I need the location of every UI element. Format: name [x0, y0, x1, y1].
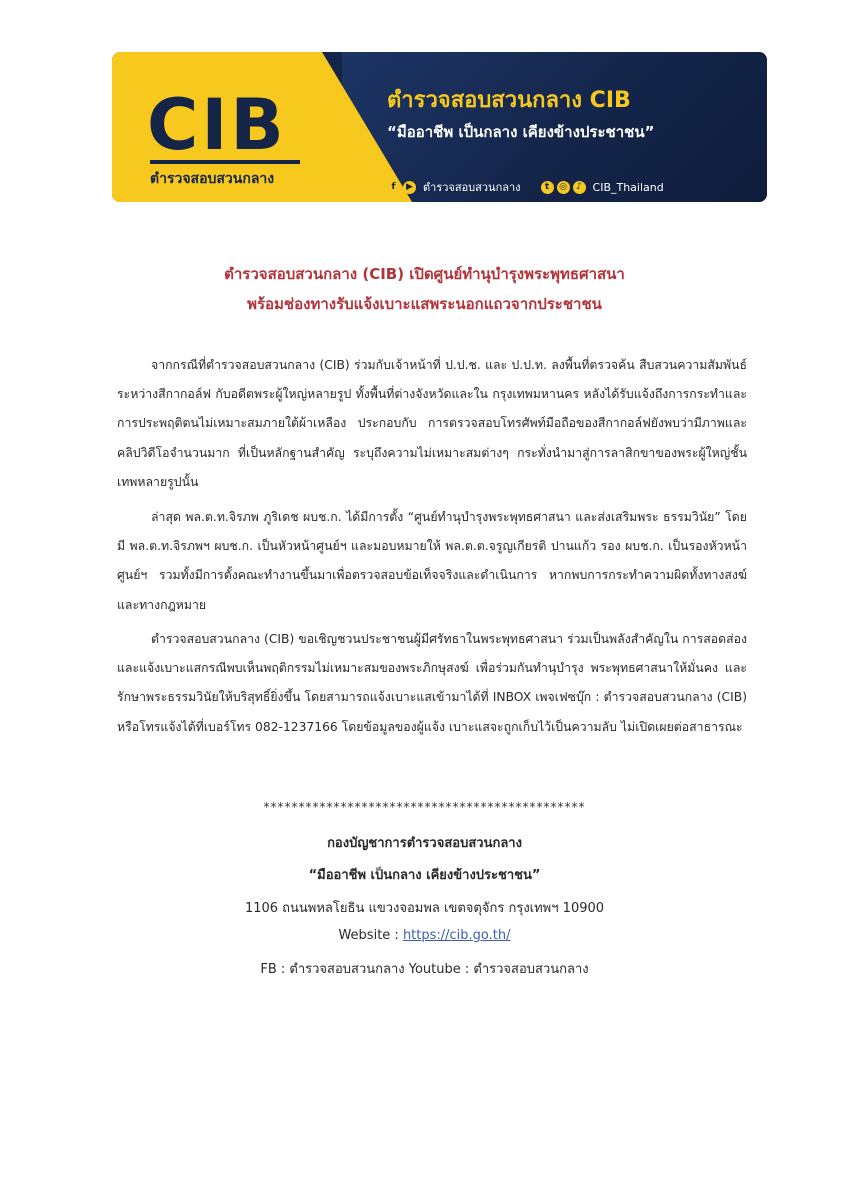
social-handle: CIB_Thailand	[592, 180, 664, 194]
banner-social-row	[387, 178, 664, 196]
tiktok-icon: ♪	[573, 181, 586, 194]
facebook-name: ตำรวจสอบสวนกลาง	[423, 181, 521, 194]
youtube-icon: ▶	[403, 181, 416, 194]
banner-slogan: “มืออาชีพ เป็นกลาง เคียงข้างประชาชน”	[387, 123, 655, 141]
website-link[interactable]: https://cib.go.th/	[402, 928, 511, 943]
footer-website	[0, 928, 849, 943]
banner-title: ตำรวจสอบสวนกลาง CIB	[387, 88, 631, 113]
paragraph-1-text: จากกรณีที่ตำรวจสอบสวนกลาง (CIB) ร่วมกับเจ้าหน้าที่ ป.ป.ช. และ ป.ป.ท. ลงพื้นที่ตรวจค้น สืบสวนความสัมพันธ์ระหว่างสีกากอล์ฟ กับอดีตพระผู้ใหญ่หลายรูป ทั้งพื้นที่ต่างจังหวัดและใน กรุงเทพมหานคร หลังได้รับแจ้งถึงการกระทำและการประพฤติตนไม่เหมาะสมภายใต้ผ้าเหลือง ประกอบกับ การตรวจสอบโทรศัพท์มือถือของสีกากอล์ฟยังพบว่ามีภาพและคลิปวิดีโอจำนวนมาก ที่เป็นหลักฐานสำคัญ ระบุถึงความไม่เหมาะสมต่างๆ กระทั่งนำมาสู่การลาสิกขาของพระผู้ใหญ่ชั้นเทพหลายรูปนั้น	[117, 358, 747, 489]
cib-logo: CIB	[147, 84, 287, 166]
footer-org: กองบัญชาการตำรวจสอบสวนกลาง	[327, 836, 522, 851]
facebook-icon: f	[387, 181, 400, 194]
paragraph-3	[117, 625, 747, 742]
paragraph-2-text: ล่าสุด พล.ต.ท.จิรภพ ภูริเดช ผบช.ก. ได้มีการตั้ง “ศูนย์ทำนุบำรุงพระพุทธศาสนา และส่งเสริมพระ ธรรมวินัย” โดยมี พล.ต.ท.จิรภพฯ ผบช.ก. เป็นหัวหน้าศูนย์ฯ และมอบหมายให้ พล.ต.ต.จรูญเกียรติ ปานแก้ว รอง ผบช.ก. เป็นรองหัวหน้าศูนย์ฯ รวมทั้งมีการตั้งคณะทำงานขึ้นมาเพื่อตรวจสอบข้อเท็จจริงและดำเนินการ หากพบการกระทำความผิดทั้งทางสงฆ์และทางกฎหมาย	[117, 510, 747, 612]
headline-line-1: ตำรวจสอบสวนกลาง (CIB) เปิดศูนย์ทำนุบำรุงพระพุทธศาสนา	[224, 265, 625, 283]
twitter-icon: t	[541, 181, 554, 194]
cib-banner	[112, 52, 767, 202]
paragraph-1	[117, 351, 747, 497]
footer-social: FB : ตำรวจสอบสวนกลาง Youtube : ตำรวจสอบสวนกลาง	[260, 962, 589, 977]
paragraph-2	[117, 503, 747, 620]
headline-line-2: พร้อมช่องทางรับแจ้งเบาะแสพระนอกแถวจากประชาชน	[247, 295, 602, 313]
website-label: Website :	[338, 928, 403, 943]
separator-stars: **********************************************	[263, 800, 586, 814]
paragraph-3-text: ตำรวจสอบสวนกลาง (CIB) ขอเชิญชวนประชาชนผู้มีศรัทธาในพระพุทธศาสนา ร่วมเป็นพลังสำคัญใน การสอดส่อง และแจ้งเบาะแสกรณีพบเห็นพฤติกรรมไม่เหมาะสมของพระภิกษุสงฆ์ เพื่อร่วมกันทำนุบำรุง พระพุทธศาสนาให้มั่นคง และรักษาพระธรรมวินัยให้บริสุทธิ์ยิ่งขึ้น โดยสามารถแจ้งเบาะแสเข้ามาได้ที่ INBOX เพจเฟซบุ๊ก : ตำรวจสอบสวนกลาง (CIB) หรือโทรแจ้งได้ที่เบอร์โทร 082-1237166 โดยข้อมูลของผู้แจ้ง เบาะแสจะถูกเก็บไว้เป็นความลับ ไม่เปิดเผยต่อสาธารณะ	[117, 632, 747, 734]
footer-address: 1106 ถนนพหลโยธิน แขวงจอมพล เขตจตุจักร กรุงเทพฯ 10900	[244, 901, 605, 916]
logo-subtitle: ตำรวจสอบสวนกลาง	[150, 160, 300, 190]
footer-slogan: “มืออาชีพ เป็นกลาง เคียงข้างประชาชน”	[308, 868, 541, 883]
instagram-icon: ◎	[557, 181, 570, 194]
